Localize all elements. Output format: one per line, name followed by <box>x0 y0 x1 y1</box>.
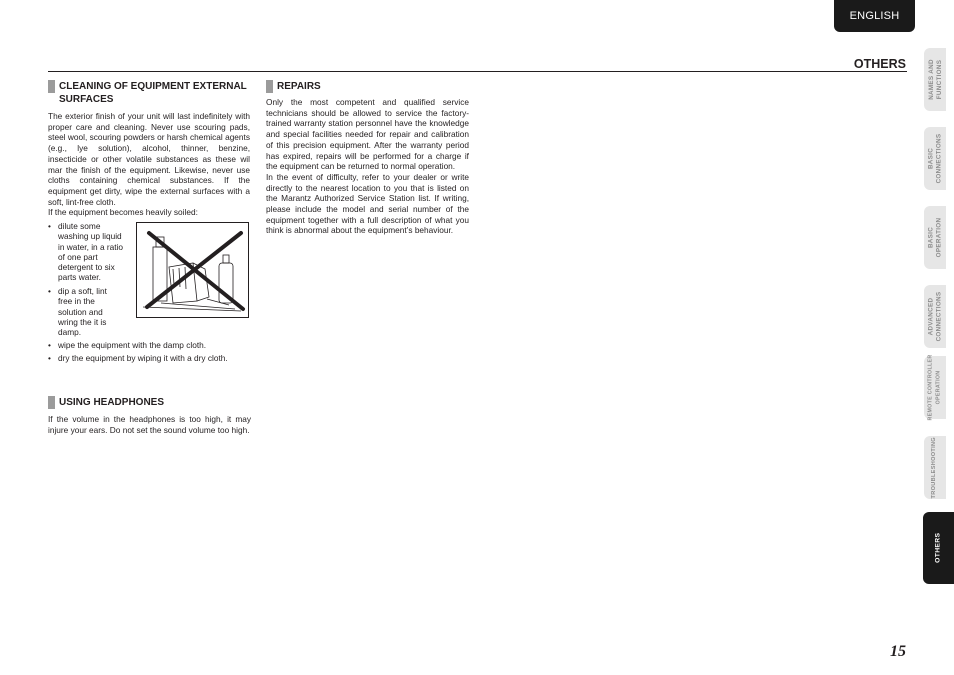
cleaning-text <box>48 111 250 218</box>
headphones-paragraph: If the volume in the headphones is too high, it may injure your ears. Do not set the sound volume too high. <box>48 414 251 435</box>
side-tab-line1: TROUBLESHOOTING <box>931 436 938 499</box>
side-tab-line2: CONNECTIONS <box>935 291 942 342</box>
side-tab-names-and-functions[interactable] <box>924 48 946 111</box>
list-item <box>48 353 253 363</box>
side-tab-line1: REMOTE CONTROLLER <box>927 354 934 421</box>
cleaning-soiled: If the equipment becomes heavily soiled: <box>48 207 198 218</box>
bullet-dot: • <box>48 340 51 350</box>
side-tab-advanced-connections[interactable] <box>924 285 946 348</box>
language-label: ENGLISH <box>849 10 900 22</box>
side-tab-others[interactable] <box>923 512 954 584</box>
header-rule <box>48 71 907 72</box>
side-tab-troubleshooting[interactable] <box>924 436 946 499</box>
repairs-text <box>266 97 469 236</box>
repairs-heading-text: REPAIRS <box>277 81 321 92</box>
list-item <box>48 340 253 350</box>
cleaning-heading-line2: SURFACES <box>59 94 114 105</box>
heading-marker <box>48 396 55 409</box>
repairs-heading <box>266 80 477 93</box>
repairs-paragraph-1: Only the most competent and qualified service technicians should be allowed to service the factory-trained warranty station personnel have the knowledge and special facilities needed for repair and calibration of this precision equipment. After the warranty period has expired, repairs will be performed for a charge if the equipment can be returned to normal operation. <box>266 97 469 172</box>
side-tab-line1: BASIC <box>927 147 935 170</box>
side-tab-line2: OPERATION <box>935 370 942 405</box>
headphones-heading-text: USING HEADPHONES <box>59 397 165 408</box>
bullet-text: wipe the equipment with the damp cloth. <box>58 340 207 350</box>
side-tab-line2: OPERATION <box>935 217 943 258</box>
cleaning-heading <box>48 80 259 106</box>
side-tab-basic-connections[interactable] <box>924 127 946 190</box>
bullet-dot: • <box>48 221 51 231</box>
list-item <box>48 286 118 337</box>
cleaning-paragraph: The exterior finish of your unit will last indefinitely with proper care and cleaning. Never use scouring pads, steel wool, scouring powders or harsh chemical agents (e.g., lye solution), alcohol, thinner, benzine, insecticide or other volatile substances as these wil mar the finish of the equipment. Likewise, never use cloths containing chemical substances. If the equipment get dirty, wipe the external surfaces with a soft, lint-free cloth. <box>48 111 250 207</box>
side-tab-line1: NAMES AND <box>927 59 935 100</box>
section-title: OTHERS <box>853 57 906 71</box>
bullet-text: dilute some washing up liquid in water, in a ratio of one part detergent to six parts water. <box>58 221 124 283</box>
side-tab-remote-controller-operation[interactable] <box>924 356 946 419</box>
side-tab-line2: FUNCTIONS <box>935 59 943 100</box>
cleaning-heading-line1: CLEANING OF EQUIPMENT EXTERNAL <box>59 81 247 92</box>
bullet-dot: • <box>48 353 51 363</box>
no-chemical-cleaners-icon <box>136 222 249 318</box>
headphones-text <box>48 414 251 435</box>
side-tab-line1: OTHERS <box>934 532 942 564</box>
bullet-text: dip a soft, lint free in the solution and wring the it is damp. <box>58 286 107 338</box>
side-tab-line1: BASIC <box>927 226 935 249</box>
side-tab-line1: ADVANCED <box>927 297 935 336</box>
bullet-dot: • <box>48 286 51 296</box>
side-tab-basic-operation[interactable] <box>924 206 946 269</box>
heading-marker <box>266 80 273 93</box>
headphones-heading <box>48 396 259 409</box>
heading-marker <box>48 80 55 93</box>
side-tab-line2: CONNECTIONS <box>935 133 942 184</box>
bullet-text: dry the equipment by wiping it with a dry cloth. <box>58 353 228 363</box>
list-item <box>48 221 130 283</box>
repairs-paragraph-2: In the event of difficulty, refer to your dealer or write directly to the nearest location to you that is listed on the Marantz Authorized Service Station list. If writing, please include the model and serial number of the equipment together with a full description of what you think is abnormal about the equipment’s behaviour. <box>266 171 469 236</box>
page-number: 15 <box>890 643 906 660</box>
language-tab[interactable] <box>834 0 915 32</box>
